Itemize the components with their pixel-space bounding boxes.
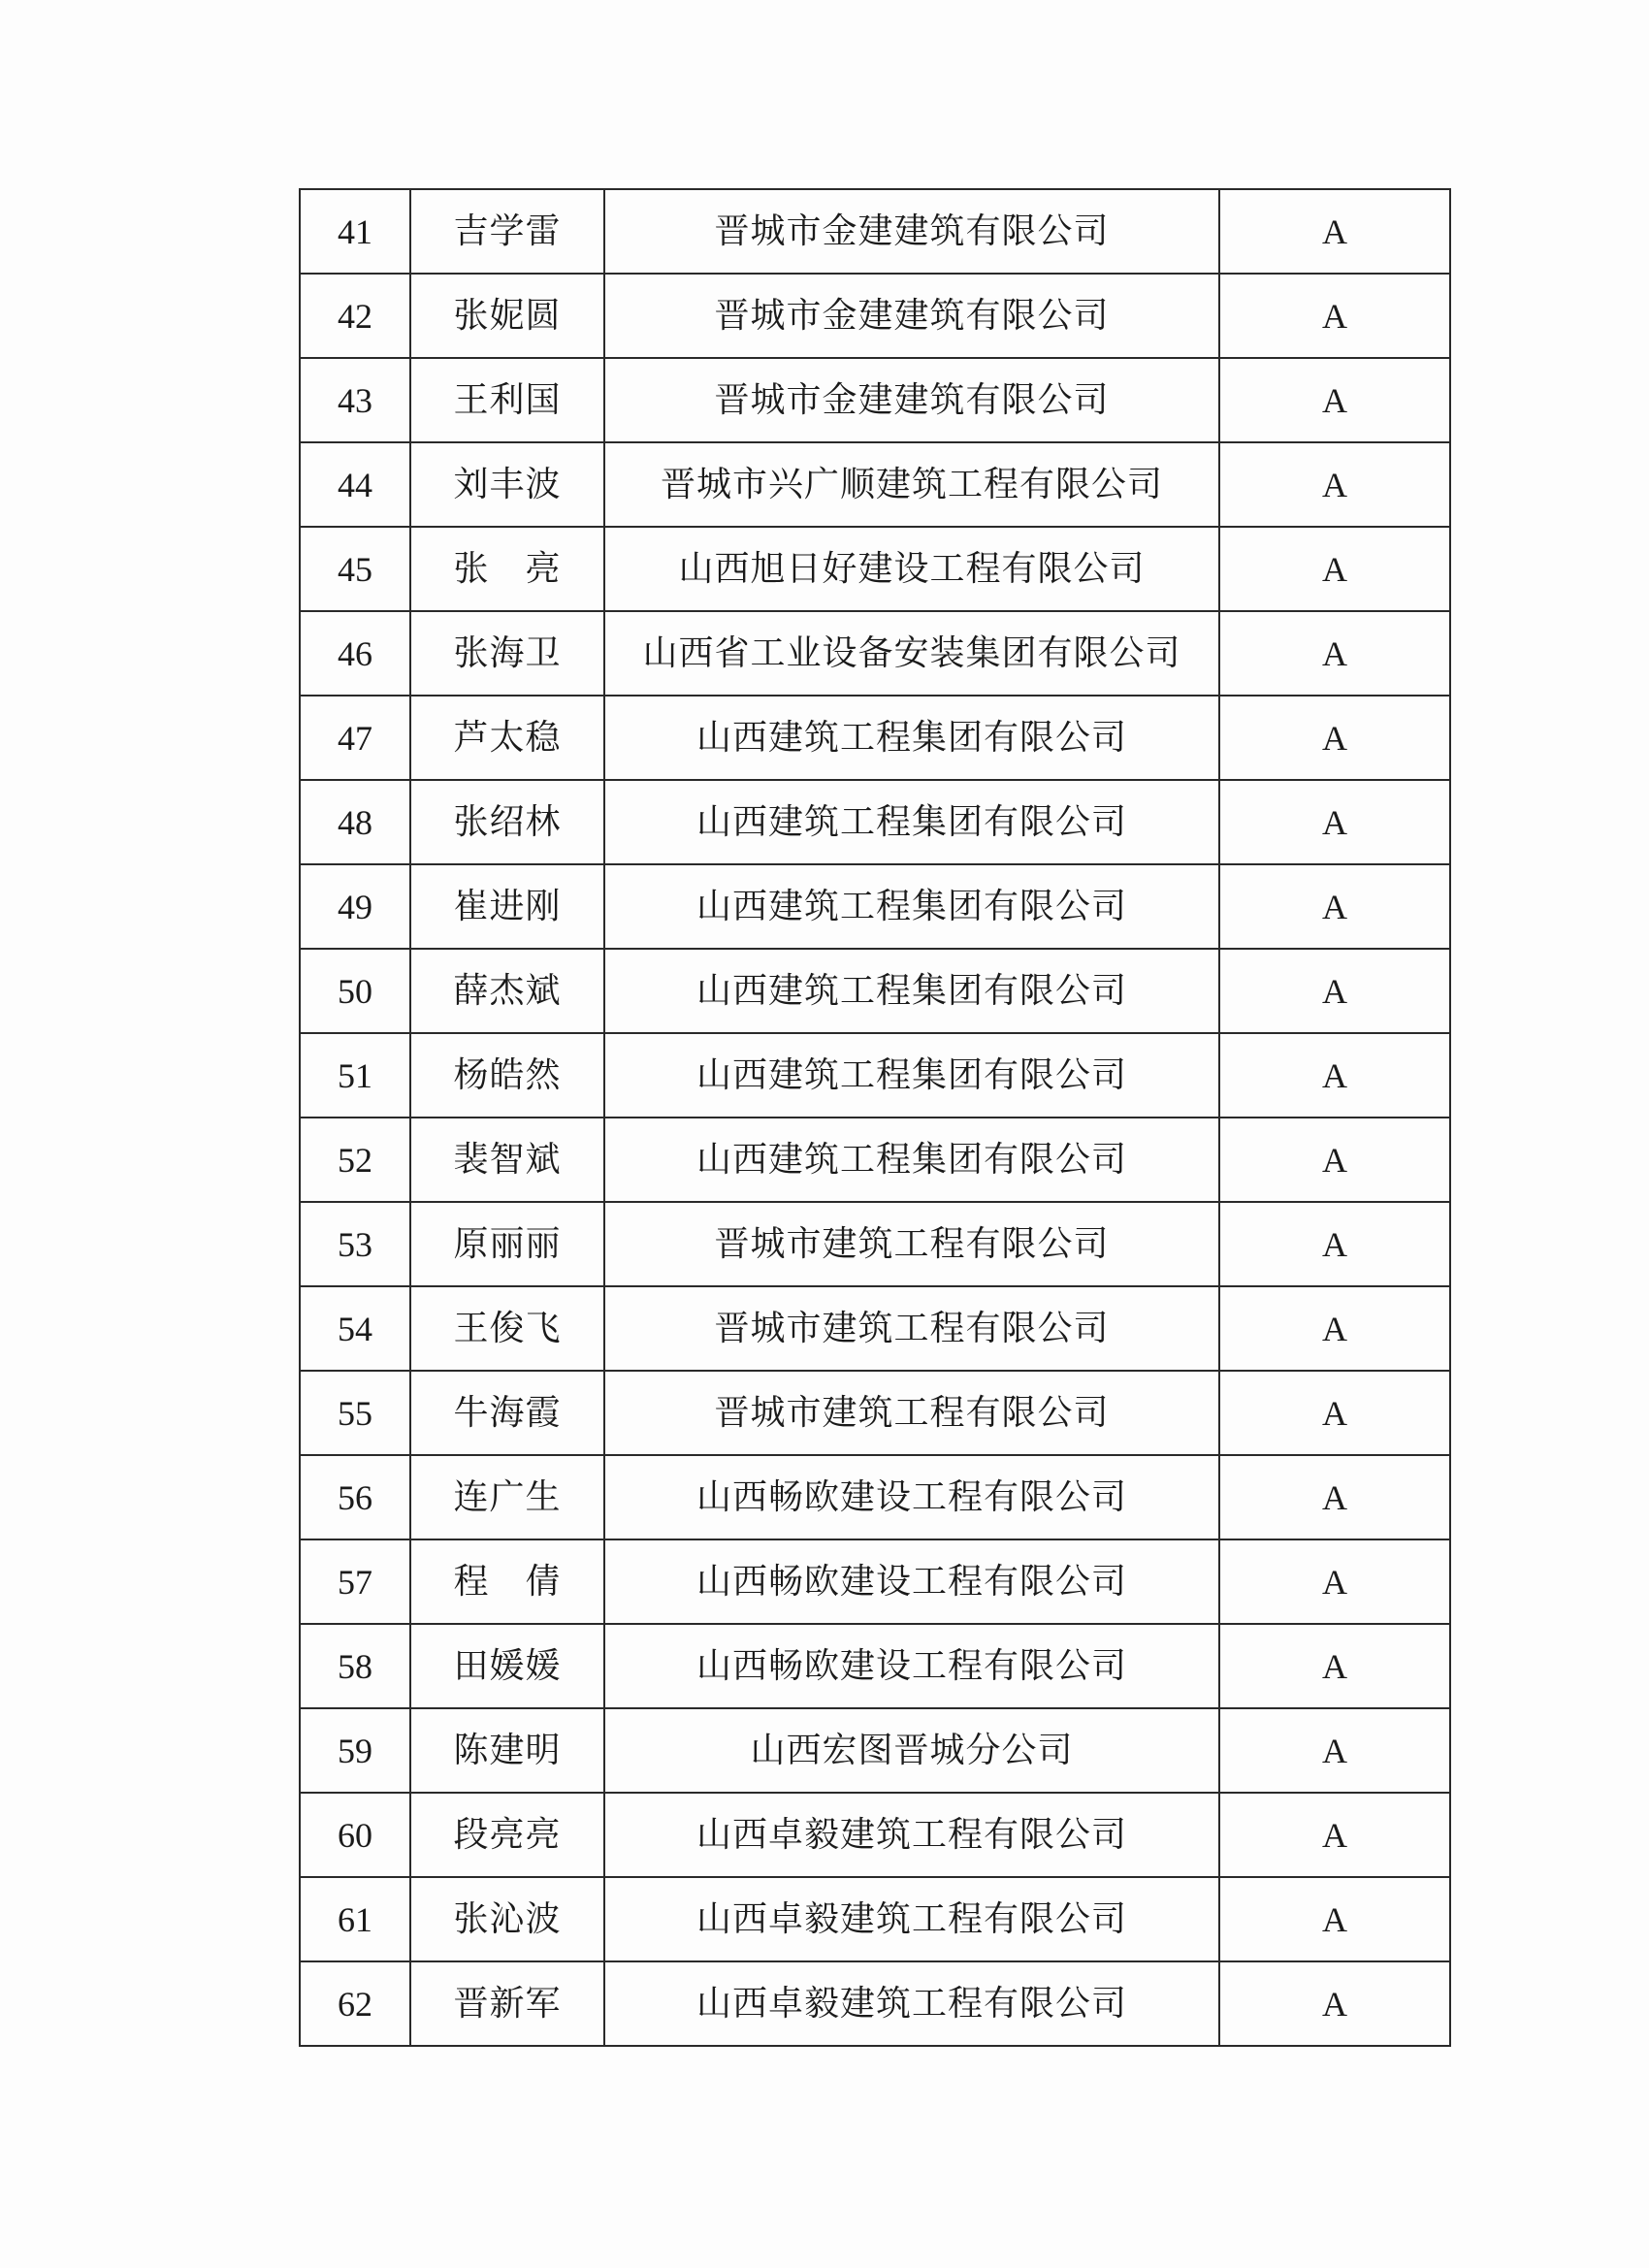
row-number-cell: 43 [300, 358, 410, 442]
person-name-cell: 刘丰波 [410, 442, 604, 527]
company-name-cell: 山西建筑工程集团有限公司 [604, 1118, 1219, 1202]
roster-table-container [299, 188, 1445, 2047]
person-name-cell: 王俊飞 [410, 1286, 604, 1371]
grade-cell: A [1219, 358, 1450, 442]
table-row [300, 1455, 1450, 1539]
row-number-cell: 54 [300, 1286, 410, 1371]
company-name-cell: 山西卓毅建筑工程有限公司 [604, 1877, 1219, 1961]
row-number-cell: 49 [300, 864, 410, 949]
company-name-cell: 山西省工业设备安装集团有限公司 [604, 611, 1219, 696]
person-name-cell: 原丽丽 [410, 1202, 604, 1286]
person-name-cell: 薛杰斌 [410, 949, 604, 1033]
row-number-cell: 48 [300, 780, 410, 864]
row-number-cell: 58 [300, 1624, 410, 1708]
table-row [300, 1033, 1450, 1118]
table-row [300, 189, 1450, 274]
table-row [300, 1286, 1450, 1371]
person-name-cell: 田媛媛 [410, 1624, 604, 1708]
table-row [300, 358, 1450, 442]
company-name-cell: 山西旭日好建设工程有限公司 [604, 527, 1219, 611]
table-row [300, 1793, 1450, 1877]
row-number-cell: 51 [300, 1033, 410, 1118]
person-name-cell: 王利国 [410, 358, 604, 442]
row-number-cell: 56 [300, 1455, 410, 1539]
person-name-cell: 张海卫 [410, 611, 604, 696]
row-number-cell: 61 [300, 1877, 410, 1961]
grade-cell: A [1219, 442, 1450, 527]
person-name-cell: 晋新军 [410, 1961, 604, 2046]
person-name-cell: 裴智斌 [410, 1118, 604, 1202]
table-row [300, 1539, 1450, 1624]
row-number-cell: 55 [300, 1371, 410, 1455]
company-name-cell: 山西建筑工程集团有限公司 [604, 864, 1219, 949]
company-name-cell: 山西建筑工程集团有限公司 [604, 1033, 1219, 1118]
row-number-cell: 60 [300, 1793, 410, 1877]
person-name-cell: 段亮亮 [410, 1793, 604, 1877]
table-row [300, 611, 1450, 696]
grade-cell: A [1219, 696, 1450, 780]
table-row [300, 274, 1450, 358]
table-row [300, 949, 1450, 1033]
company-name-cell: 晋城市金建建筑有限公司 [604, 189, 1219, 274]
grade-cell: A [1219, 1877, 1450, 1961]
roster-table-body [300, 189, 1450, 2046]
grade-cell: A [1219, 611, 1450, 696]
grade-cell: A [1219, 1202, 1450, 1286]
grade-cell: A [1219, 1118, 1450, 1202]
company-name-cell: 山西建筑工程集团有限公司 [604, 780, 1219, 864]
row-number-cell: 52 [300, 1118, 410, 1202]
grade-cell: A [1219, 1961, 1450, 2046]
person-name-cell: 张 亮 [410, 527, 604, 611]
grade-cell: A [1219, 189, 1450, 274]
row-number-cell: 42 [300, 274, 410, 358]
table-row [300, 1877, 1450, 1961]
person-name-cell: 程 倩 [410, 1539, 604, 1624]
table-row [300, 1624, 1450, 1708]
company-name-cell: 山西建筑工程集团有限公司 [604, 949, 1219, 1033]
grade-cell: A [1219, 780, 1450, 864]
company-name-cell: 晋城市兴广顺建筑工程有限公司 [604, 442, 1219, 527]
row-number-cell: 59 [300, 1708, 410, 1793]
row-number-cell: 47 [300, 696, 410, 780]
company-name-cell: 晋城市建筑工程有限公司 [604, 1371, 1219, 1455]
company-name-cell: 晋城市建筑工程有限公司 [604, 1202, 1219, 1286]
company-name-cell: 山西畅欧建设工程有限公司 [604, 1539, 1219, 1624]
person-name-cell: 吉学雷 [410, 189, 604, 274]
grade-cell: A [1219, 1624, 1450, 1708]
company-name-cell: 晋城市金建建筑有限公司 [604, 358, 1219, 442]
roster-table [299, 188, 1451, 2047]
grade-cell: A [1219, 1033, 1450, 1118]
table-row [300, 1708, 1450, 1793]
person-name-cell: 张沁波 [410, 1877, 604, 1961]
table-row [300, 1202, 1450, 1286]
company-name-cell: 山西建筑工程集团有限公司 [604, 696, 1219, 780]
company-name-cell: 山西卓毅建筑工程有限公司 [604, 1961, 1219, 2046]
table-row [300, 1961, 1450, 2046]
grade-cell: A [1219, 1793, 1450, 1877]
grade-cell: A [1219, 1455, 1450, 1539]
table-row [300, 1371, 1450, 1455]
table-row [300, 442, 1450, 527]
person-name-cell: 张绍林 [410, 780, 604, 864]
company-name-cell: 晋城市金建建筑有限公司 [604, 274, 1219, 358]
row-number-cell: 45 [300, 527, 410, 611]
row-number-cell: 50 [300, 949, 410, 1033]
row-number-cell: 46 [300, 611, 410, 696]
row-number-cell: 44 [300, 442, 410, 527]
company-name-cell: 山西宏图晋城分公司 [604, 1708, 1219, 1793]
grade-cell: A [1219, 1371, 1450, 1455]
person-name-cell: 牛海霞 [410, 1371, 604, 1455]
row-number-cell: 41 [300, 189, 410, 274]
company-name-cell: 山西畅欧建设工程有限公司 [604, 1624, 1219, 1708]
grade-cell: A [1219, 274, 1450, 358]
table-row [300, 696, 1450, 780]
table-row [300, 1118, 1450, 1202]
company-name-cell: 山西畅欧建设工程有限公司 [604, 1455, 1219, 1539]
person-name-cell: 张妮圆 [410, 274, 604, 358]
person-name-cell: 陈建明 [410, 1708, 604, 1793]
row-number-cell: 62 [300, 1961, 410, 2046]
company-name-cell: 山西卓毅建筑工程有限公司 [604, 1793, 1219, 1877]
grade-cell: A [1219, 527, 1450, 611]
person-name-cell: 杨皓然 [410, 1033, 604, 1118]
company-name-cell: 晋城市建筑工程有限公司 [604, 1286, 1219, 1371]
table-row [300, 527, 1450, 611]
person-name-cell: 芦太稳 [410, 696, 604, 780]
row-number-cell: 53 [300, 1202, 410, 1286]
row-number-cell: 57 [300, 1539, 410, 1624]
grade-cell: A [1219, 1539, 1450, 1624]
person-name-cell: 连广生 [410, 1455, 604, 1539]
table-row [300, 864, 1450, 949]
grade-cell: A [1219, 1286, 1450, 1371]
grade-cell: A [1219, 1708, 1450, 1793]
table-row [300, 780, 1450, 864]
grade-cell: A [1219, 864, 1450, 949]
grade-cell: A [1219, 949, 1450, 1033]
person-name-cell: 崔进刚 [410, 864, 604, 949]
